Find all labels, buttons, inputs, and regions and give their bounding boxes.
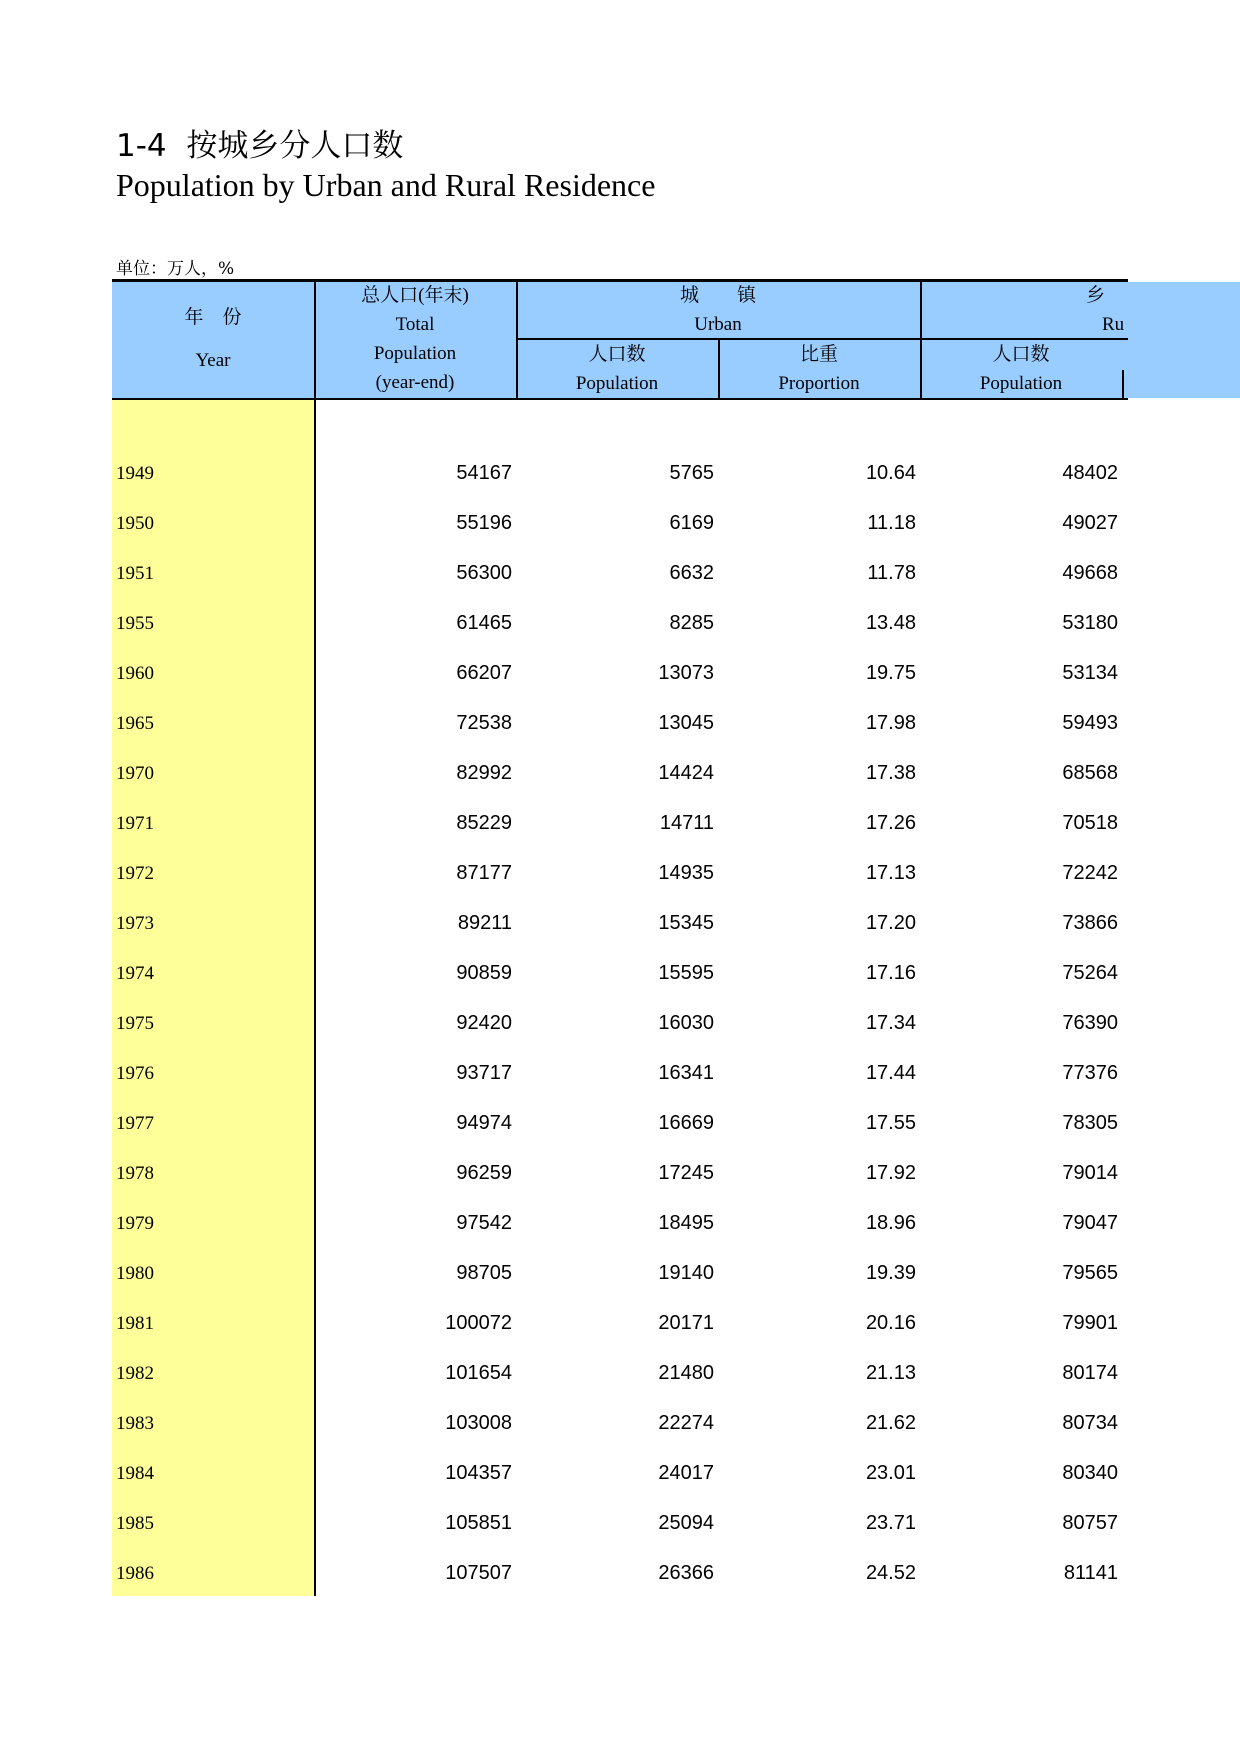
table-row (112, 1199, 1128, 1249)
unit-label: 单位：万人，% (116, 259, 235, 279)
rural-population-cell: 70518 (1062, 812, 1118, 834)
urban-population-cell: 16341 (658, 1062, 714, 1084)
total-population-cell: 100072 (445, 1312, 512, 1334)
rural-population-cell: 59493 (1062, 712, 1118, 734)
table-row (112, 749, 1128, 799)
rural-population-cell: 79565 (1062, 1262, 1118, 1284)
rural-population-cell: 78305 (1062, 1112, 1118, 1134)
header-rural-pop-en: Population (979, 373, 1063, 394)
year-cell: 1983 (116, 1413, 154, 1434)
urban-population-cell: 13045 (658, 712, 714, 734)
year-cell: 1965 (116, 713, 154, 734)
total-population-cell: 103008 (445, 1412, 512, 1434)
rural-population-cell: 68568 (1062, 762, 1118, 784)
table-row (112, 999, 1128, 1049)
header-total-en2: Population (373, 343, 457, 364)
table-row (112, 1349, 1128, 1399)
header-total-en1: Total (395, 314, 435, 335)
rural-population-cell: 76390 (1062, 1012, 1118, 1034)
year-cell: 1973 (116, 913, 154, 934)
total-population-cell: 97542 (456, 1212, 512, 1234)
table-row (112, 1499, 1128, 1549)
urban-proportion-cell: 17.26 (865, 812, 916, 834)
year-cell: 1978 (116, 1163, 154, 1184)
year-cell: 1970 (116, 763, 154, 784)
rural-population-cell: 53134 (1062, 662, 1118, 684)
urban-population-cell: 16669 (658, 1112, 714, 1134)
rural-population-cell: 79047 (1062, 1212, 1118, 1234)
year-cell: 1975 (116, 1013, 154, 1034)
urban-population-cell: 16030 (658, 1012, 714, 1034)
table-row (112, 849, 1128, 899)
total-population-cell: 82992 (456, 762, 512, 784)
total-population-cell: 72538 (456, 712, 512, 734)
table-row (112, 899, 1128, 949)
urban-proportion-cell: 17.98 (865, 712, 916, 734)
rural-population-cell: 49668 (1062, 562, 1118, 584)
header-urban-pop-en: Population (575, 373, 659, 394)
header-urban-prop-en: Proportion (778, 373, 860, 394)
urban-proportion-cell: 10.64 (865, 462, 916, 484)
urban-proportion-cell: 17.55 (865, 1112, 916, 1134)
table-row (112, 699, 1128, 749)
urban-proportion-cell: 17.16 (865, 962, 916, 984)
table-row (112, 1099, 1128, 1149)
table-row (112, 449, 1128, 499)
urban-population-cell: 13073 (658, 662, 714, 684)
table-row (112, 499, 1128, 549)
table-top-rule (112, 279, 1128, 282)
rural-population-cell: 80340 (1062, 1462, 1118, 1484)
urban-population-cell: 6169 (669, 512, 714, 534)
year-cell: 1951 (116, 563, 154, 584)
header-total-cn: 总人口(年末) (361, 285, 469, 306)
rural-population-cell: 80174 (1062, 1362, 1118, 1384)
urban-proportion-cell: 17.92 (865, 1162, 916, 1184)
table-row (112, 549, 1128, 599)
page-title-cn (116, 120, 403, 165)
urban-population-cell: 18495 (658, 1212, 714, 1234)
year-cell: 1971 (116, 813, 154, 834)
header-rural-pop-cn: 人口数 (992, 344, 1050, 365)
rural-population-cell: 80734 (1062, 1412, 1118, 1434)
urban-population-cell: 24017 (658, 1462, 714, 1484)
header-year-cn: 年 份 (184, 307, 242, 328)
urban-proportion-cell: 17.13 (865, 862, 916, 884)
table-row (112, 1449, 1128, 1499)
total-population-cell: 54167 (456, 462, 512, 484)
year-cell: 1977 (116, 1113, 154, 1134)
year-cell: 1979 (116, 1213, 154, 1234)
urban-population-cell: 15595 (658, 962, 714, 984)
urban-population-cell: 8285 (669, 612, 714, 634)
urban-population-cell: 15345 (658, 912, 714, 934)
rural-population-cell: 79014 (1062, 1162, 1118, 1184)
urban-proportion-cell: 17.44 (865, 1062, 916, 1084)
table-title-cn: 按城乡分人口数 (186, 128, 404, 164)
total-population-cell: 90859 (456, 962, 512, 984)
total-population-cell: 96259 (456, 1162, 512, 1184)
urban-population-cell: 14424 (658, 762, 714, 784)
urban-population-cell: 19140 (658, 1262, 714, 1284)
urban-proportion-cell: 24.52 (865, 1562, 916, 1584)
year-cell: 1955 (116, 613, 154, 634)
year-cell: 1976 (116, 1063, 154, 1084)
urban-proportion-cell: 11.18 (867, 512, 916, 534)
total-population-cell: 92420 (456, 1012, 512, 1034)
table-row (112, 799, 1128, 849)
total-population-cell: 87177 (456, 862, 512, 884)
total-population-cell: 89211 (457, 912, 512, 934)
urban-proportion-cell: 17.38 (865, 762, 916, 784)
urban-population-cell: 14935 (658, 862, 714, 884)
year-cell: 1981 (116, 1313, 154, 1334)
urban-population-cell: 21480 (658, 1362, 714, 1384)
table-row (112, 1299, 1128, 1349)
rural-population-cell: 49027 (1062, 512, 1118, 534)
year-cell: 1972 (116, 863, 154, 884)
year-cell: 1982 (116, 1363, 154, 1384)
header-rural-cn: 乡 (1086, 285, 1106, 306)
total-population-cell: 85229 (456, 812, 512, 834)
rural-population-cell: 73866 (1062, 912, 1118, 934)
urban-population-cell: 5765 (669, 462, 714, 484)
table-row (112, 1049, 1128, 1099)
rural-population-cell: 79901 (1062, 1312, 1118, 1334)
rural-population-cell: 75264 (1062, 962, 1118, 984)
total-population-cell: 104357 (445, 1462, 512, 1484)
year-cell: 1960 (116, 663, 154, 684)
total-population-cell: 101654 (445, 1362, 512, 1384)
urban-proportion-cell: 19.75 (865, 662, 916, 684)
urban-population-cell: 25094 (658, 1512, 714, 1534)
total-population-cell: 98705 (456, 1262, 512, 1284)
table-code: 1-4 (116, 128, 167, 164)
year-cell: 1950 (116, 513, 154, 534)
header-urban-cn: 城 镇 (679, 285, 756, 306)
urban-population-cell: 6632 (669, 562, 714, 584)
total-population-cell: 66207 (456, 662, 512, 684)
header-total-en3: (year-end) (375, 372, 455, 393)
header-urban-prop-cn: 比重 (799, 344, 838, 365)
year-cell: 1980 (116, 1263, 154, 1284)
urban-proportion-cell: 17.34 (865, 1012, 916, 1034)
table-row (112, 599, 1128, 649)
rural-population-cell: 72242 (1062, 862, 1118, 884)
table-row (112, 649, 1128, 699)
urban-population-cell: 17245 (658, 1162, 714, 1184)
year-cell: 1986 (116, 1563, 154, 1584)
rural-population-cell: 53180 (1062, 612, 1118, 634)
urban-proportion-cell: 11.78 (867, 562, 916, 584)
table-row (112, 1549, 1128, 1599)
urban-proportion-cell: 20.16 (865, 1312, 916, 1334)
header-subrule (516, 338, 1128, 340)
table-row (112, 949, 1128, 999)
rural-population-cell: 80757 (1062, 1512, 1118, 1534)
table-row (112, 1149, 1128, 1199)
total-population-cell: 94974 (456, 1112, 512, 1134)
header-year-en: Year (195, 350, 231, 371)
year-cell: 1949 (116, 463, 154, 484)
total-population-cell: 56300 (456, 562, 512, 584)
urban-proportion-cell: 13.48 (865, 612, 916, 634)
table-row (112, 1399, 1128, 1449)
urban-proportion-cell: 19.39 (865, 1262, 916, 1284)
total-population-cell: 61465 (456, 612, 512, 634)
header-rural-en: Ru (1102, 314, 1125, 335)
urban-proportion-cell: 21.62 (865, 1412, 916, 1434)
year-cell: 1974 (116, 963, 154, 984)
urban-proportion-cell: 21.13 (865, 1362, 916, 1384)
rural-population-cell: 48402 (1062, 462, 1118, 484)
urban-proportion-cell: 23.71 (865, 1512, 916, 1534)
year-cell: 1985 (116, 1513, 154, 1534)
total-population-cell: 55196 (456, 512, 512, 534)
rural-population-cell: 77376 (1062, 1062, 1118, 1084)
total-population-cell: 93717 (456, 1062, 512, 1084)
rural-population-cell: 81141 (1063, 1562, 1118, 1584)
total-population-cell: 105851 (445, 1512, 512, 1534)
urban-population-cell: 26366 (658, 1562, 714, 1584)
table-row (112, 1249, 1128, 1299)
urban-proportion-cell: 17.20 (865, 912, 916, 934)
header-urban-en: Urban (694, 314, 742, 335)
total-population-cell: 107507 (445, 1562, 512, 1584)
urban-proportion-cell: 23.01 (865, 1462, 916, 1484)
header-divider-5 (1122, 370, 1124, 400)
page-title-en: Population by Urban and Rural Residence (116, 167, 656, 203)
header-urban-pop-cn: 人口数 (588, 344, 646, 365)
urban-population-cell: 14711 (659, 812, 714, 834)
urban-population-cell: 22274 (658, 1412, 714, 1434)
urban-proportion-cell: 18.96 (865, 1212, 916, 1234)
urban-population-cell: 20171 (658, 1312, 714, 1334)
year-cell: 1984 (116, 1463, 154, 1484)
